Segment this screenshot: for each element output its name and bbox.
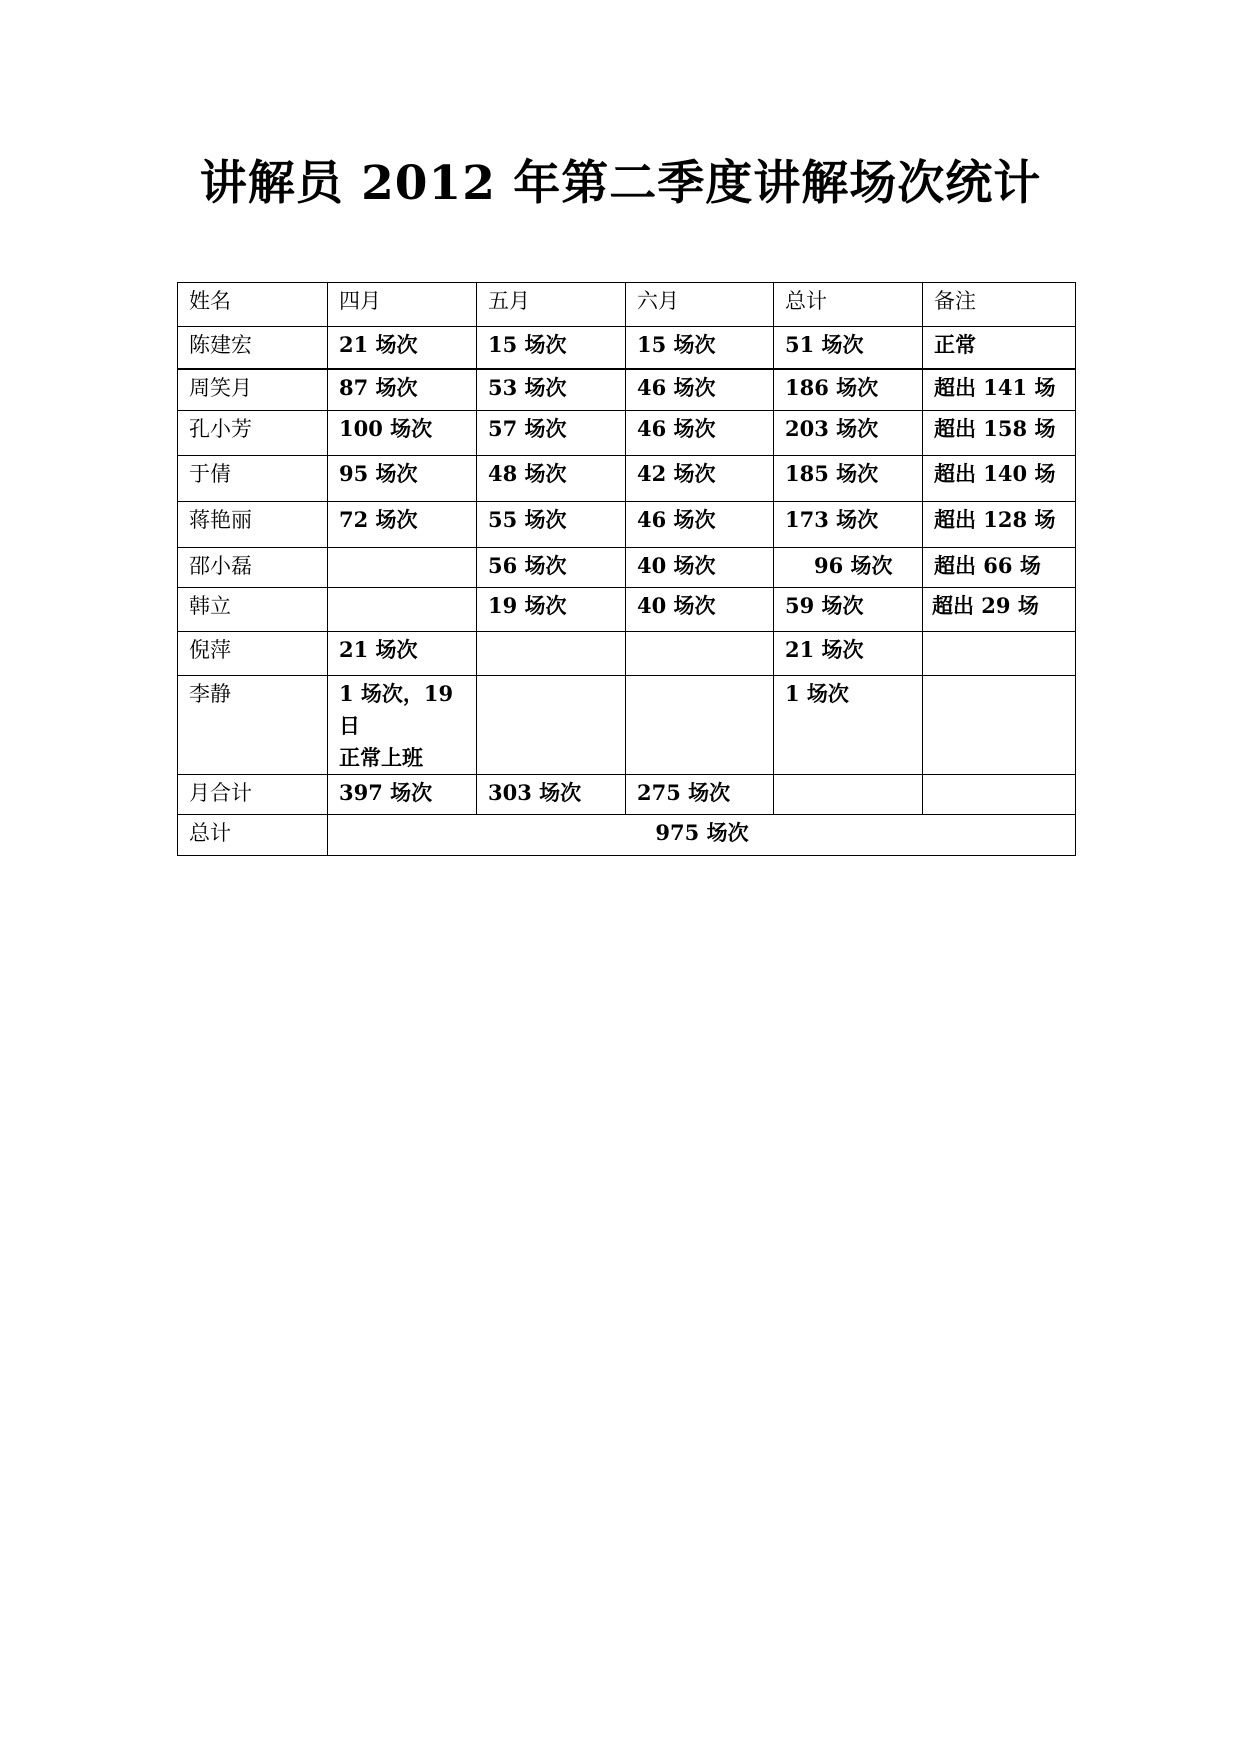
cell-june: 40 场次: [626, 548, 774, 588]
cell-june: [626, 632, 774, 676]
cell-april: 100 场次: [328, 411, 477, 456]
cell-may: 19 场次: [477, 588, 626, 632]
monthly-total-total: [774, 775, 923, 815]
table-row: [178, 548, 1076, 588]
header-june: 六月: [626, 283, 774, 327]
cell-june: 46 场次: [626, 369, 774, 411]
grand-total-label: 总计: [178, 815, 328, 856]
cell-april: [328, 548, 477, 588]
cell-april: 21 场次: [328, 632, 477, 676]
cell-total: 51 场次: [774, 327, 923, 370]
cell-june: 46 场次: [626, 411, 774, 456]
cell-april: 87 场次: [328, 369, 477, 411]
cell-may: [477, 632, 626, 676]
table-header-row: [178, 283, 1076, 327]
cell-remarks: 超出 158 场: [923, 411, 1076, 456]
cell-remarks: [923, 632, 1076, 676]
cell-remarks: [923, 676, 1076, 775]
cell-remarks: 超出 29 场: [923, 588, 1076, 632]
cell-april: 95 场次: [328, 456, 477, 502]
cell-may: [477, 676, 626, 775]
monthly-total-label: 月合计: [178, 775, 328, 815]
header-remarks: 备注: [923, 283, 1076, 327]
header-may: 五月: [477, 283, 626, 327]
table-row: [178, 676, 1076, 775]
cell-name: 倪萍: [178, 632, 328, 676]
cell-name: 孔小芳: [178, 411, 328, 456]
cell-april: 72 场次: [328, 502, 477, 548]
cell-total: 185 场次: [774, 456, 923, 502]
cell-may: 55 场次: [477, 502, 626, 548]
cell-name: 邵小磊: [178, 548, 328, 588]
monthly-total-remarks: [923, 775, 1076, 815]
table-row: [178, 456, 1076, 502]
cell-may: 48 场次: [477, 456, 626, 502]
cell-total: 59 场次: [774, 588, 923, 632]
cell-may: 53 场次: [477, 369, 626, 411]
cell-remarks: 正常: [923, 327, 1076, 370]
cell-total: 21 场次: [774, 632, 923, 676]
cell-june: 42 场次: [626, 456, 774, 502]
header-april: 四月: [328, 283, 477, 327]
cell-may: 57 场次: [477, 411, 626, 456]
cell-name: 于倩: [178, 456, 328, 502]
cell-name: 韩立: [178, 588, 328, 632]
table-row: [178, 411, 1076, 456]
cell-june: 15 场次: [626, 327, 774, 370]
cell-total: 186 场次: [774, 369, 923, 411]
header-total: 总计: [774, 283, 923, 327]
grand-total-value: 975 场次: [328, 815, 1076, 856]
cell-june: 40 场次: [626, 588, 774, 632]
cell-may: 15 场次: [477, 327, 626, 370]
cell-remarks: 超出 66 场: [923, 548, 1076, 588]
cell-total: 1 场次: [774, 676, 923, 775]
cell-may: 56 场次: [477, 548, 626, 588]
page-title: 讲解员 2012 年第二季度讲解场次统计: [199, 156, 1042, 211]
grand-total-row: [178, 815, 1076, 856]
header-name: 姓名: [178, 283, 328, 327]
cell-total: 203 场次: [774, 411, 923, 456]
statistics-table: [177, 282, 1076, 856]
cell-april: 1 场次，19 日 正常上班: [328, 676, 477, 775]
cell-april: [328, 588, 477, 632]
monthly-total-row: [178, 775, 1076, 815]
table-row: [178, 632, 1076, 676]
cell-total: 173 场次: [774, 502, 923, 548]
cell-remarks: 超出 140 场: [923, 456, 1076, 502]
cell-remarks: 超出 128 场: [923, 502, 1076, 548]
cell-name: 蒋艳丽: [178, 502, 328, 548]
cell-june: 46 场次: [626, 502, 774, 548]
cell-name: 李静: [178, 676, 328, 775]
monthly-total-april: 397 场次: [328, 775, 477, 815]
monthly-total-june: 275 场次: [626, 775, 774, 815]
cell-april: 21 场次: [328, 327, 477, 370]
monthly-total-may: 303 场次: [477, 775, 626, 815]
cell-total: 96 场次: [774, 548, 923, 588]
table-row: [178, 502, 1076, 548]
table-row: [178, 327, 1076, 370]
cell-june: [626, 676, 774, 775]
cell-name: 陈建宏: [178, 327, 328, 370]
cell-name: 周笑月: [178, 369, 328, 411]
cell-remarks: 超出 141 场: [923, 369, 1076, 411]
table-row: [178, 369, 1076, 411]
table-row: [178, 588, 1076, 632]
